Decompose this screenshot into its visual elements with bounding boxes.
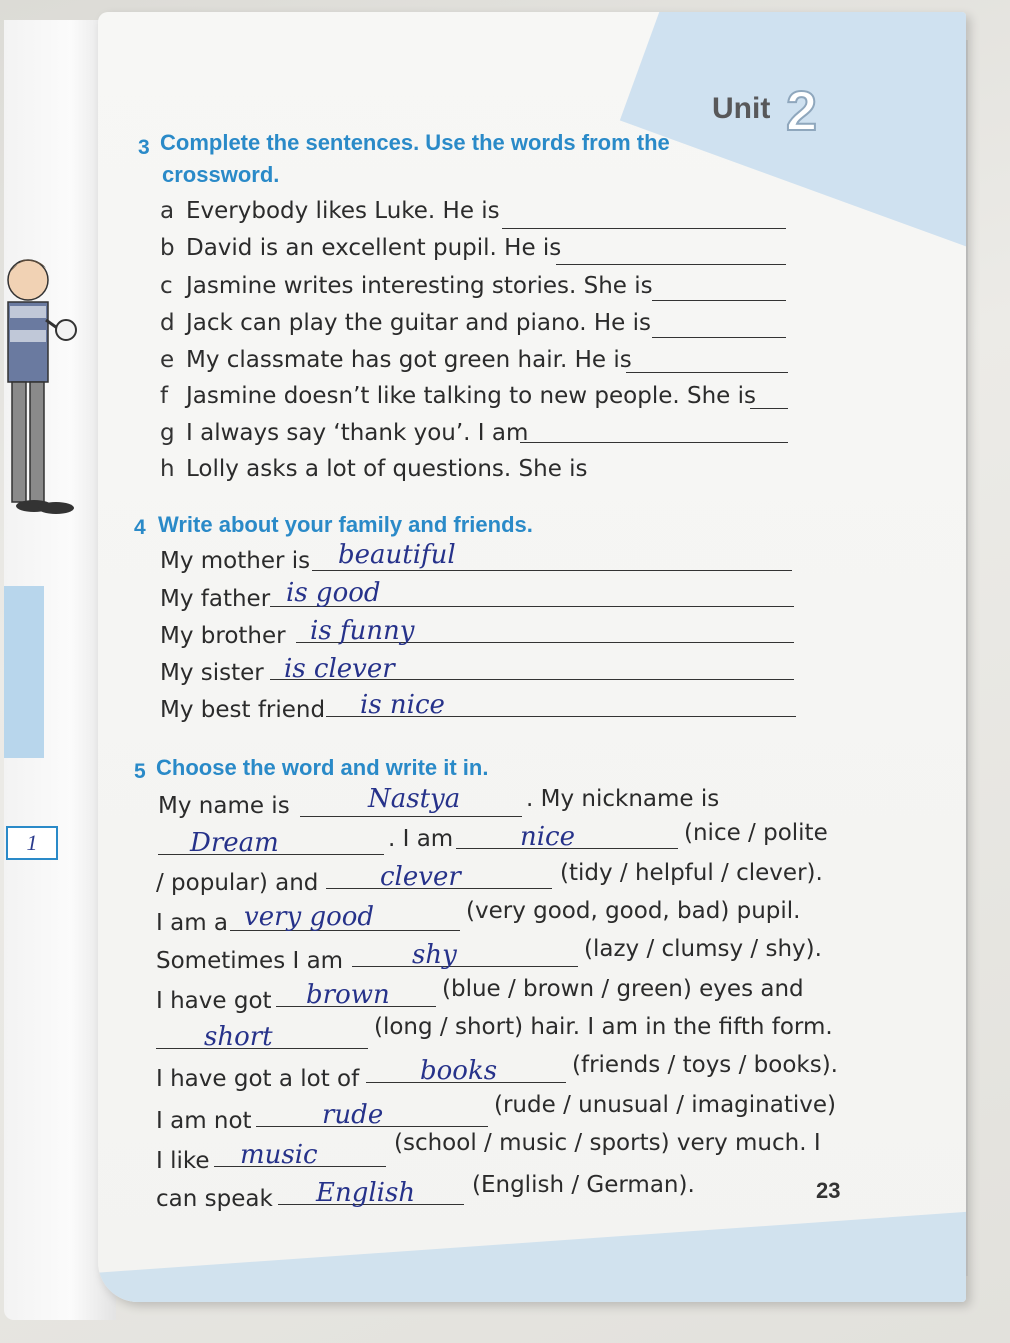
unit-label: Unit <box>712 92 771 125</box>
handwritten-answer-sister: is clever <box>284 654 395 684</box>
ex5-text: (rude / unusual / imaginative) <box>494 1092 836 1118</box>
ex5-text: I am a <box>156 910 228 936</box>
exercise-3-item-d <box>160 310 651 336</box>
item-letter: c <box>160 273 173 299</box>
handwritten-answer-best-friend: is nice <box>360 690 445 720</box>
exercise-5-number: 5 <box>134 760 146 783</box>
ex5-text: (tidy / helpful / clever). <box>560 860 823 886</box>
item-letter: a <box>160 198 175 224</box>
ex5-text: / popular) and <box>156 870 319 896</box>
answer-blank-c[interactable] <box>652 300 786 301</box>
ex5-answer-pupil: very good <box>244 902 375 932</box>
ex5-text: (school / music / sports) very much. I <box>394 1130 821 1156</box>
ex5-blank-name[interactable] <box>300 816 522 817</box>
exercise-4-prompt-best-friend: My best friend <box>160 697 326 723</box>
ex5-answer-lot-of: books <box>420 1056 498 1086</box>
exercise-4-prompt-mother: My mother is <box>160 548 311 574</box>
ex5-text: . My nickname is <box>526 786 720 812</box>
exercise-3-number: 3 <box>138 136 150 159</box>
ex5-text: (nice / polite <box>684 820 828 846</box>
ex5-text: (English / German). <box>472 1172 695 1198</box>
exercise-3-title-line2: crossword. <box>162 162 280 187</box>
exercise-3-title-line1: Complete the sentences. Use the words from the <box>160 130 670 155</box>
answer-line-mother[interactable] <box>312 570 792 571</box>
item-text: My classmate has got green hair. He is <box>186 347 632 373</box>
ex5-answer-and: clever <box>380 862 461 892</box>
ex5-answer-eyes: brown <box>306 980 390 1010</box>
exercise-3-item-g <box>160 420 528 446</box>
item-text: Jasmine writes interesting stories. She is <box>186 273 653 299</box>
ex5-answer-nickname: Dream <box>190 828 279 858</box>
exercise-3-item-a <box>160 198 500 224</box>
item-text: Lolly asks a lot of questions. She is <box>186 456 588 482</box>
handwritten-answer-father: is good <box>286 578 381 608</box>
answer-blank-g[interactable] <box>520 442 788 443</box>
ex5-text: (friends / toys / books). <box>572 1052 838 1078</box>
item-letter: f <box>160 383 169 409</box>
item-text: Jasmine doesn’t like talking to new people. She is <box>186 383 757 409</box>
exercise-4-prompt-father: My father <box>160 586 271 612</box>
exercise-4-prompt-sister: My sister <box>160 660 264 686</box>
page-number: 23 <box>816 1178 841 1203</box>
ex5-text: Sometimes I am <box>156 948 344 974</box>
answer-blank-a[interactable] <box>502 228 786 229</box>
exercise-5-title: Choose the word and write it in. <box>156 755 489 780</box>
answer-blank-f[interactable] <box>750 408 788 409</box>
exercise-3-item-e <box>160 347 632 373</box>
ex5-text: My name is <box>158 793 290 819</box>
exercise-3-item-f <box>160 383 756 409</box>
ex5-text: I like <box>156 1148 210 1174</box>
ex5-answer-not: rude <box>322 1100 384 1130</box>
handwritten-answer-brother: is funny <box>310 616 415 646</box>
item-letter: h <box>160 456 175 482</box>
ex5-text: I have got <box>156 988 272 1014</box>
ex5-answer-sometimes: shy <box>412 940 457 970</box>
ex5-answer-hair: short <box>204 1022 273 1052</box>
exercise-3-item-c <box>160 273 653 299</box>
ex5-text: (blue / brown / green) eyes and <box>442 976 804 1002</box>
ex5-blank-sometimes[interactable] <box>352 966 578 967</box>
item-letter: d <box>160 310 175 336</box>
exercise-4-number: 4 <box>134 516 146 539</box>
ex5-answer-speak: English <box>316 1178 416 1208</box>
exercise-3-item-b <box>160 235 561 261</box>
item-letter: g <box>160 420 175 446</box>
ex5-text: . I am <box>388 826 454 852</box>
item-letter: b <box>160 235 175 261</box>
ex5-text: (very good, good, bad) pupil. <box>466 898 801 924</box>
item-text: David is an excellent pupil. He is <box>186 235 562 261</box>
ex5-text: (long / short) hair. I am in the fifth form. <box>374 1014 833 1040</box>
answer-blank-e[interactable] <box>626 372 788 373</box>
exercise-3-item-h <box>160 456 588 482</box>
item-text: Jack can play the guitar and piano. He is <box>186 310 651 336</box>
answer-blank-b[interactable] <box>556 264 786 265</box>
answer-blank-d[interactable] <box>652 337 786 338</box>
item-letter: e <box>160 347 175 373</box>
handwritten-answer-mother: beautiful <box>338 540 456 570</box>
ex5-answer-like: music <box>240 1140 318 1170</box>
ex5-answer-am: nice <box>520 822 576 852</box>
unit-number: 2 <box>786 79 818 142</box>
exercise-4-title: Write about your family and friends. <box>158 512 533 537</box>
exercise-4-prompt-brother: My brother <box>160 623 286 649</box>
ex5-text: can speak <box>156 1186 273 1212</box>
item-text: Everybody likes Luke. He is <box>186 198 500 224</box>
item-text: I always say ‘thank you’. I am <box>186 420 529 446</box>
ex5-text: I am not <box>156 1108 252 1134</box>
ex5-text: I have got a lot of <box>156 1066 360 1092</box>
ex5-text: (lazy / clumsy / shy). <box>584 936 822 962</box>
left-page-box-number: 1 <box>6 826 58 860</box>
ex5-answer-name: Nastya <box>368 784 461 814</box>
